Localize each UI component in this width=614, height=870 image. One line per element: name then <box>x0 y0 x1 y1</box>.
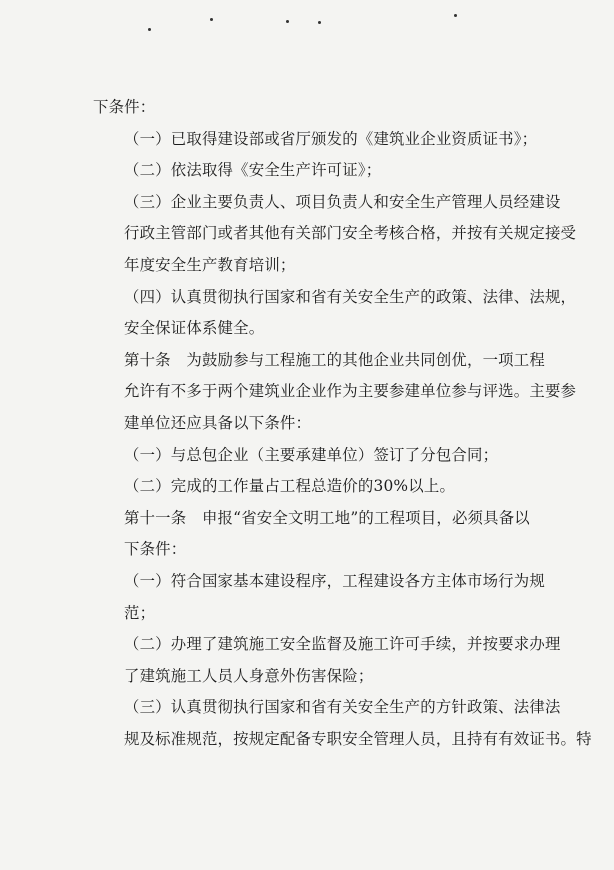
paragraph <box>93 629 561 692</box>
text-line: 了建筑施工人员人身意外伤害保险； <box>124 666 374 685</box>
text-line: （二）完成的工作量占工程总造价的30%以上。 <box>124 477 456 496</box>
paragraph <box>93 692 592 755</box>
text-line: 允许有不多于两个建筑业企业作为主要参建单位参与评选。主要参 <box>124 382 577 401</box>
text-line: 规及标准规范，按规定配备专职安全管理人员，且持有有效证书。特 <box>124 729 592 748</box>
paragraph <box>93 471 535 503</box>
scan-speck <box>148 28 151 31</box>
paragraph <box>93 566 545 629</box>
document-body <box>93 92 592 755</box>
paragraph <box>93 345 577 440</box>
paragraph <box>93 155 535 187</box>
text-line: （二）依法取得《安全生产许可证》； <box>124 161 382 180</box>
text-line: 范； <box>124 603 156 622</box>
text-line: 第十一条 申报“省安全文明工地”的工程项目，必须具备以 <box>124 508 530 527</box>
scan-speck <box>318 21 321 24</box>
text-line: （三）企业主要负责人、项目负责人和安全生产管理人员经建设 <box>124 192 561 211</box>
scan-speck <box>286 20 289 23</box>
text-line: 下条件： <box>93 98 156 116</box>
paragraph <box>93 440 535 472</box>
paragraph <box>93 92 535 124</box>
text-line: 安全保证体系健全。 <box>124 319 265 338</box>
text-line: （一）已取得建设部或省厅颁发的《建筑业企业资质证书》； <box>124 129 538 148</box>
text-line: （三）认真贯彻执行国家和省有关安全生产的方针政策、法律法 <box>124 698 561 717</box>
text-line: （二）办理了建筑施工安全监督及施工许可手续，并按要求办理 <box>124 635 561 654</box>
text-line: 第十条 为鼓励参与工程施工的其他企业共同创优，一项工程 <box>124 350 545 369</box>
paragraph <box>93 187 577 282</box>
text-line: 下条件： <box>124 540 187 559</box>
text-line: 行政主管部门或者其他有关部门安全考核合格，并按有关规定接受 <box>124 224 577 243</box>
text-line: （四）认真贯彻执行国家和省有关安全生产的政策、法律、法规， <box>124 287 577 306</box>
text-line: （一）符合国家基本建设程序，工程建设各方主体市场行为规 <box>124 571 545 590</box>
scan-speck <box>454 14 457 17</box>
paragraph <box>93 503 535 566</box>
paragraph <box>93 124 538 156</box>
text-line: 建单位还应具备以下条件： <box>124 413 312 432</box>
paragraph <box>93 282 577 345</box>
text-line: （一）与总包企业（主要承建单位）签订了分包合同； <box>124 445 499 464</box>
text-line: 年度安全生产教育培训； <box>124 255 296 274</box>
scan-speck <box>210 18 213 21</box>
